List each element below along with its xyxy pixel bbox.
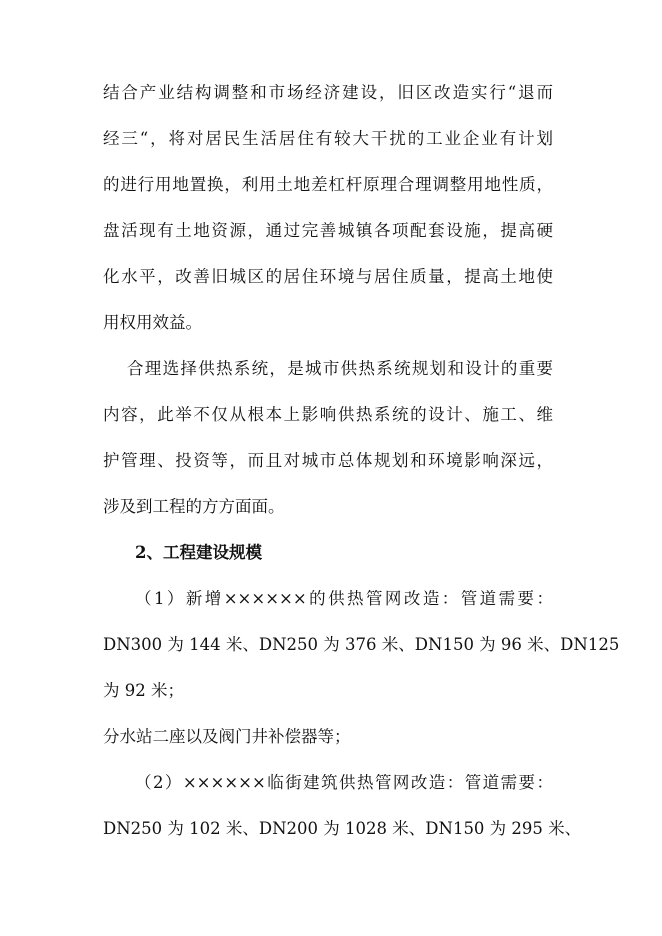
- paragraph-2-line-4: 涉及到工程的方方面面。: [103, 497, 285, 516]
- paragraph-1-line-6: 用权用效益。: [103, 313, 202, 332]
- paragraph-1-line-4: 盘活现有土地资源，通过完善城镇各项配套设施，提高硬: [103, 221, 553, 240]
- item-2-line-1: （2）××××××临街建筑供热管网改造：管道需要：: [135, 773, 553, 792]
- paragraph-2-line-3: 护管理、投资等，而且对城市总体规划和环境影响深远，: [103, 451, 553, 470]
- paragraph-2-line-2: 内容，此举不仅从根本上影响供热系统的设计、施工、维: [103, 405, 553, 424]
- paragraph-2-line-1: 合理选择供热系统，是城市供热系统规划和设计的重要: [127, 359, 553, 378]
- paragraph-1-line-2: 经三“，将对居民生活居住有较大干扰的工业企业有计划: [103, 129, 553, 148]
- section-heading: 2、工程建设规模: [135, 543, 262, 562]
- item-1-line-1: （1）新增××××××的供热管网改造：管道需要：: [135, 589, 553, 608]
- paragraph-1-line-5: 化水平，改善旧城区的居住环境与居住质量，提高土地使: [103, 267, 553, 286]
- paragraph-1-line-1: 结合产业结构调整和市场经济建设，旧区改造实行“退而: [103, 83, 553, 102]
- item-1-note: 分水站二座以及阀门井补偿器等；: [103, 727, 351, 746]
- item-1-line-3: 为 92 米；: [103, 681, 184, 700]
- item-2-line-2: DN250 为 102 米、DN200 为 1028 米、DN150 为 295 米、: [103, 819, 582, 838]
- item-1-line-2: DN300 为 144 米、DN250 为 376 米、DN150 为 96 米、DN125: [103, 635, 620, 654]
- paragraph-1-line-3: 的进行用地置换，利用土地差杠杆原理合理调整用地性质，: [103, 175, 553, 194]
